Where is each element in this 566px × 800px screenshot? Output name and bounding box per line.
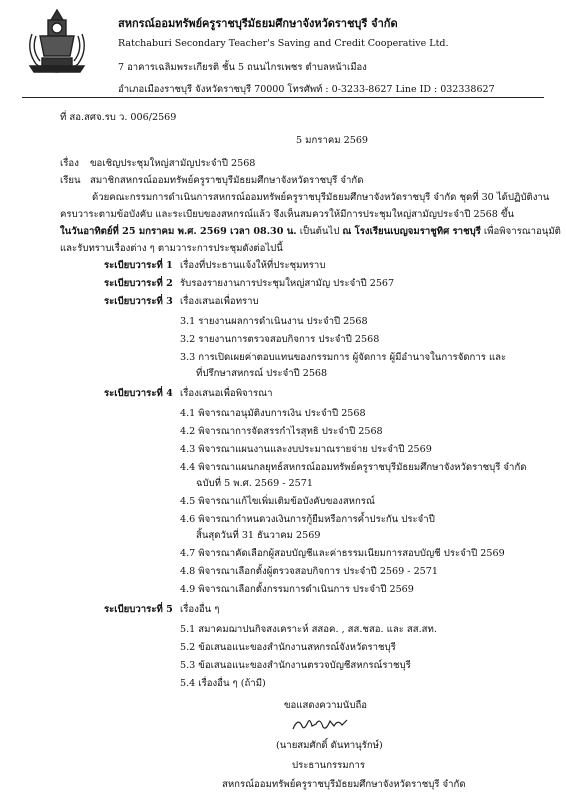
agenda-item: 3.1 รายงานผลการดำเนินงาน ประจำปี 2568 xyxy=(180,316,368,327)
body-line-2: ครบวาระตามข้อบังคับ และระเบียบของสหกรณ์แล้ว จึงเห็นสมควรให้มีการประชุมใหญ่สามัญประจำปี 2568 ขึ้น xyxy=(60,209,515,220)
body-line-3-mid: เป็นต้นไป xyxy=(296,226,343,237)
agenda-item-continued: สิ้นสุดวันที่ 31 ธันวาคม 2569 xyxy=(196,530,321,541)
header-divider xyxy=(22,97,544,98)
agenda-title: เรื่องเสนอเพื่อพิจารณา xyxy=(180,388,273,399)
agenda-item: 4.1 พิจารณาอนุมัติงบการเงิน ประจำปี 2568 xyxy=(180,408,366,419)
agenda-title: เรื่องเสนอเพื่อทราบ xyxy=(180,296,259,307)
agenda-item: 5.2 ข้อเสนอแนะของสำนักงานสหกรณ์จังหวัดราชบุรี xyxy=(180,642,396,653)
agenda-item: 4.5 พิจารณาแก้ไขเพิ่มเติมข้อบังคับของสหกรณ์ xyxy=(180,496,375,507)
cooperative-logo xyxy=(22,6,92,76)
agenda-title: รับรองรายงานการประชุมใหญ่สามัญ ประจำปี 2567 xyxy=(180,278,395,289)
agenda-label: ระเบียบวาระที่ 1 xyxy=(104,260,173,271)
agenda-item: 4.3 พิจารณาแผนงานและงบประมาณรายจ่าย ประจำปี 2569 xyxy=(180,444,432,455)
subject-text: ขอเชิญประชุมใหญ่สามัญประจำปี 2568 xyxy=(90,158,256,169)
meeting-date-time: ในวันอาทิตย์ที่ 25 มกราคม พ.ศ. 2569 เวลา 08.30 น. xyxy=(60,226,297,237)
agenda-item: 3.3 การเปิดเผยค่าตอบแทนของกรรมการ ผู้จัดการ ผู้มีอำนาจในการจัดการ และ xyxy=(180,352,507,363)
address-line-1: 7 อาคารเฉลิมพระเกียรติ ชั้น 5 ถนนไกรเพชร ตำบลหน้าเมือง xyxy=(118,62,367,73)
agenda-label: ระเบียบวาระที่ 5 xyxy=(104,604,173,615)
agenda-label: ระเบียบวาระที่ 2 xyxy=(104,278,173,289)
agenda-item: 4.7 พิจารณาคัดเลือกผู้สอบบัญชีและค่าธรรมเนียมการสอบบัญชี ประจำปี 2569 xyxy=(180,548,505,559)
agenda-item: 4.2 พิจารณาการจัดสรรกำไรสุทธิ ประจำปี 2568 xyxy=(180,426,383,437)
agenda-item: 4.4 พิจารณาแผนกลยุทธ์สหกรณ์ออมทรัพย์ครูราชบุรีมัธยมศึกษาจังหวัดราชบุรี จำกัด xyxy=(180,462,527,473)
agenda-item: 3.2 รายงานการตรวจสอบกิจการ ประจำปี 2568 xyxy=(180,334,380,345)
recipient-label: เรียน xyxy=(60,175,81,186)
agenda-item: 4.9 พิจารณาเลือกตั้งกรรมการดำเนินการ ประจำปี 2569 xyxy=(180,584,414,595)
address-line-2: อำเภอเมืองราชบุรี จังหวัดราชบุรี 70000 โทรศัพท์ : 0-3233-8627 Line ID : 032338627 xyxy=(118,84,495,95)
agenda-item: 4.8 พิจารณาเลือกตั้งผู้ตรวจสอบกิจการ ประจำปี 2569 - 2571 xyxy=(180,566,438,577)
reference-number: ที่ สอ.สศจ.รบ ว. 006/2569 xyxy=(60,112,177,123)
agenda-item: 4.6 พิจารณากำหนดวงเงินการกู้ยืมหรือการค้ำประกัน ประจำปี xyxy=(180,514,435,525)
agenda-title: เรื่องที่ประธานแจ้งให้ที่ประชุมทราบ xyxy=(180,260,326,271)
subject-label: เรื่อง xyxy=(60,158,79,169)
agenda-label: ระเบียบวาระที่ 4 xyxy=(104,388,173,399)
agenda-item: 5.3 ข้อเสนอแนะของสำนักงานตรวจบัญชีสหกรณ์ราชบุรี xyxy=(180,660,411,671)
agenda-item: 5.1 สมาคมฌาปนกิจสงเคราะห์ สสอค. , สส.ชสอ. และ สส.สท. xyxy=(180,624,437,635)
meeting-venue: ณ โรงเรียนเบญจมราชูทิศ ราชบุรี xyxy=(342,226,481,237)
org-name-thai: สหกรณ์ออมทรัพย์ครูราชบุรีมัธยมศึกษาจังหวัดราชบุรี จำกัด xyxy=(118,17,398,30)
org-name-english: Ratchaburi Secondary Teacher's Saving and Credit Cooperative Ltd. xyxy=(118,38,449,49)
body-line-3 xyxy=(60,224,561,239)
signatory-name: (นายสมศักดิ์ ดันทานุรักษ์) xyxy=(276,740,383,751)
signatory-position: ประธานกรรมการ xyxy=(292,760,365,771)
recipient-text: สมาชิกสหกรณ์ออมทรัพย์ครูราชบุรีมัธยมศึกษาจังหวัดราชบุรี จำกัด xyxy=(90,175,364,186)
agenda-title: เรื่องอื่น ๆ xyxy=(180,604,220,615)
agenda-item: 5.4 เรื่องอื่น ๆ (ถ้ามี) xyxy=(180,678,266,689)
handwritten-signature xyxy=(290,714,350,734)
closing-regards: ขอแสดงความนับถือ xyxy=(284,700,368,711)
body-line-1: ด้วยคณะกรรมการดำเนินการสหกรณ์ออมทรัพย์ครูราชบุรีมัธยมศึกษาจังหวัดราชบุรี จำกัด ชุดที่ 30 ได้ปฏิบัติงาน xyxy=(92,192,550,203)
letter-date: 5 มกราคม 2569 xyxy=(296,135,369,146)
signatory-organization: สหกรณ์ออมทรัพย์ครูราชบุรีมัธยมศึกษาจังหวัดราชบุรี จำกัด xyxy=(222,779,466,790)
agenda-item-continued: ที่ปรึกษาสหกรณ์ ประจำปี 2568 xyxy=(196,368,328,379)
body-line-4: และรับทราบเรื่องต่าง ๆ ตามวาระการประชุมดังต่อไปนี้ xyxy=(60,243,283,254)
agenda-label: ระเบียบวาระที่ 3 xyxy=(104,296,173,307)
agenda-item-continued: ฉบับที่ 5 พ.ศ. 2569 - 2571 xyxy=(196,478,313,489)
body-line-3-end: เพื่อพิจารณาอนุมัติ xyxy=(480,226,561,237)
